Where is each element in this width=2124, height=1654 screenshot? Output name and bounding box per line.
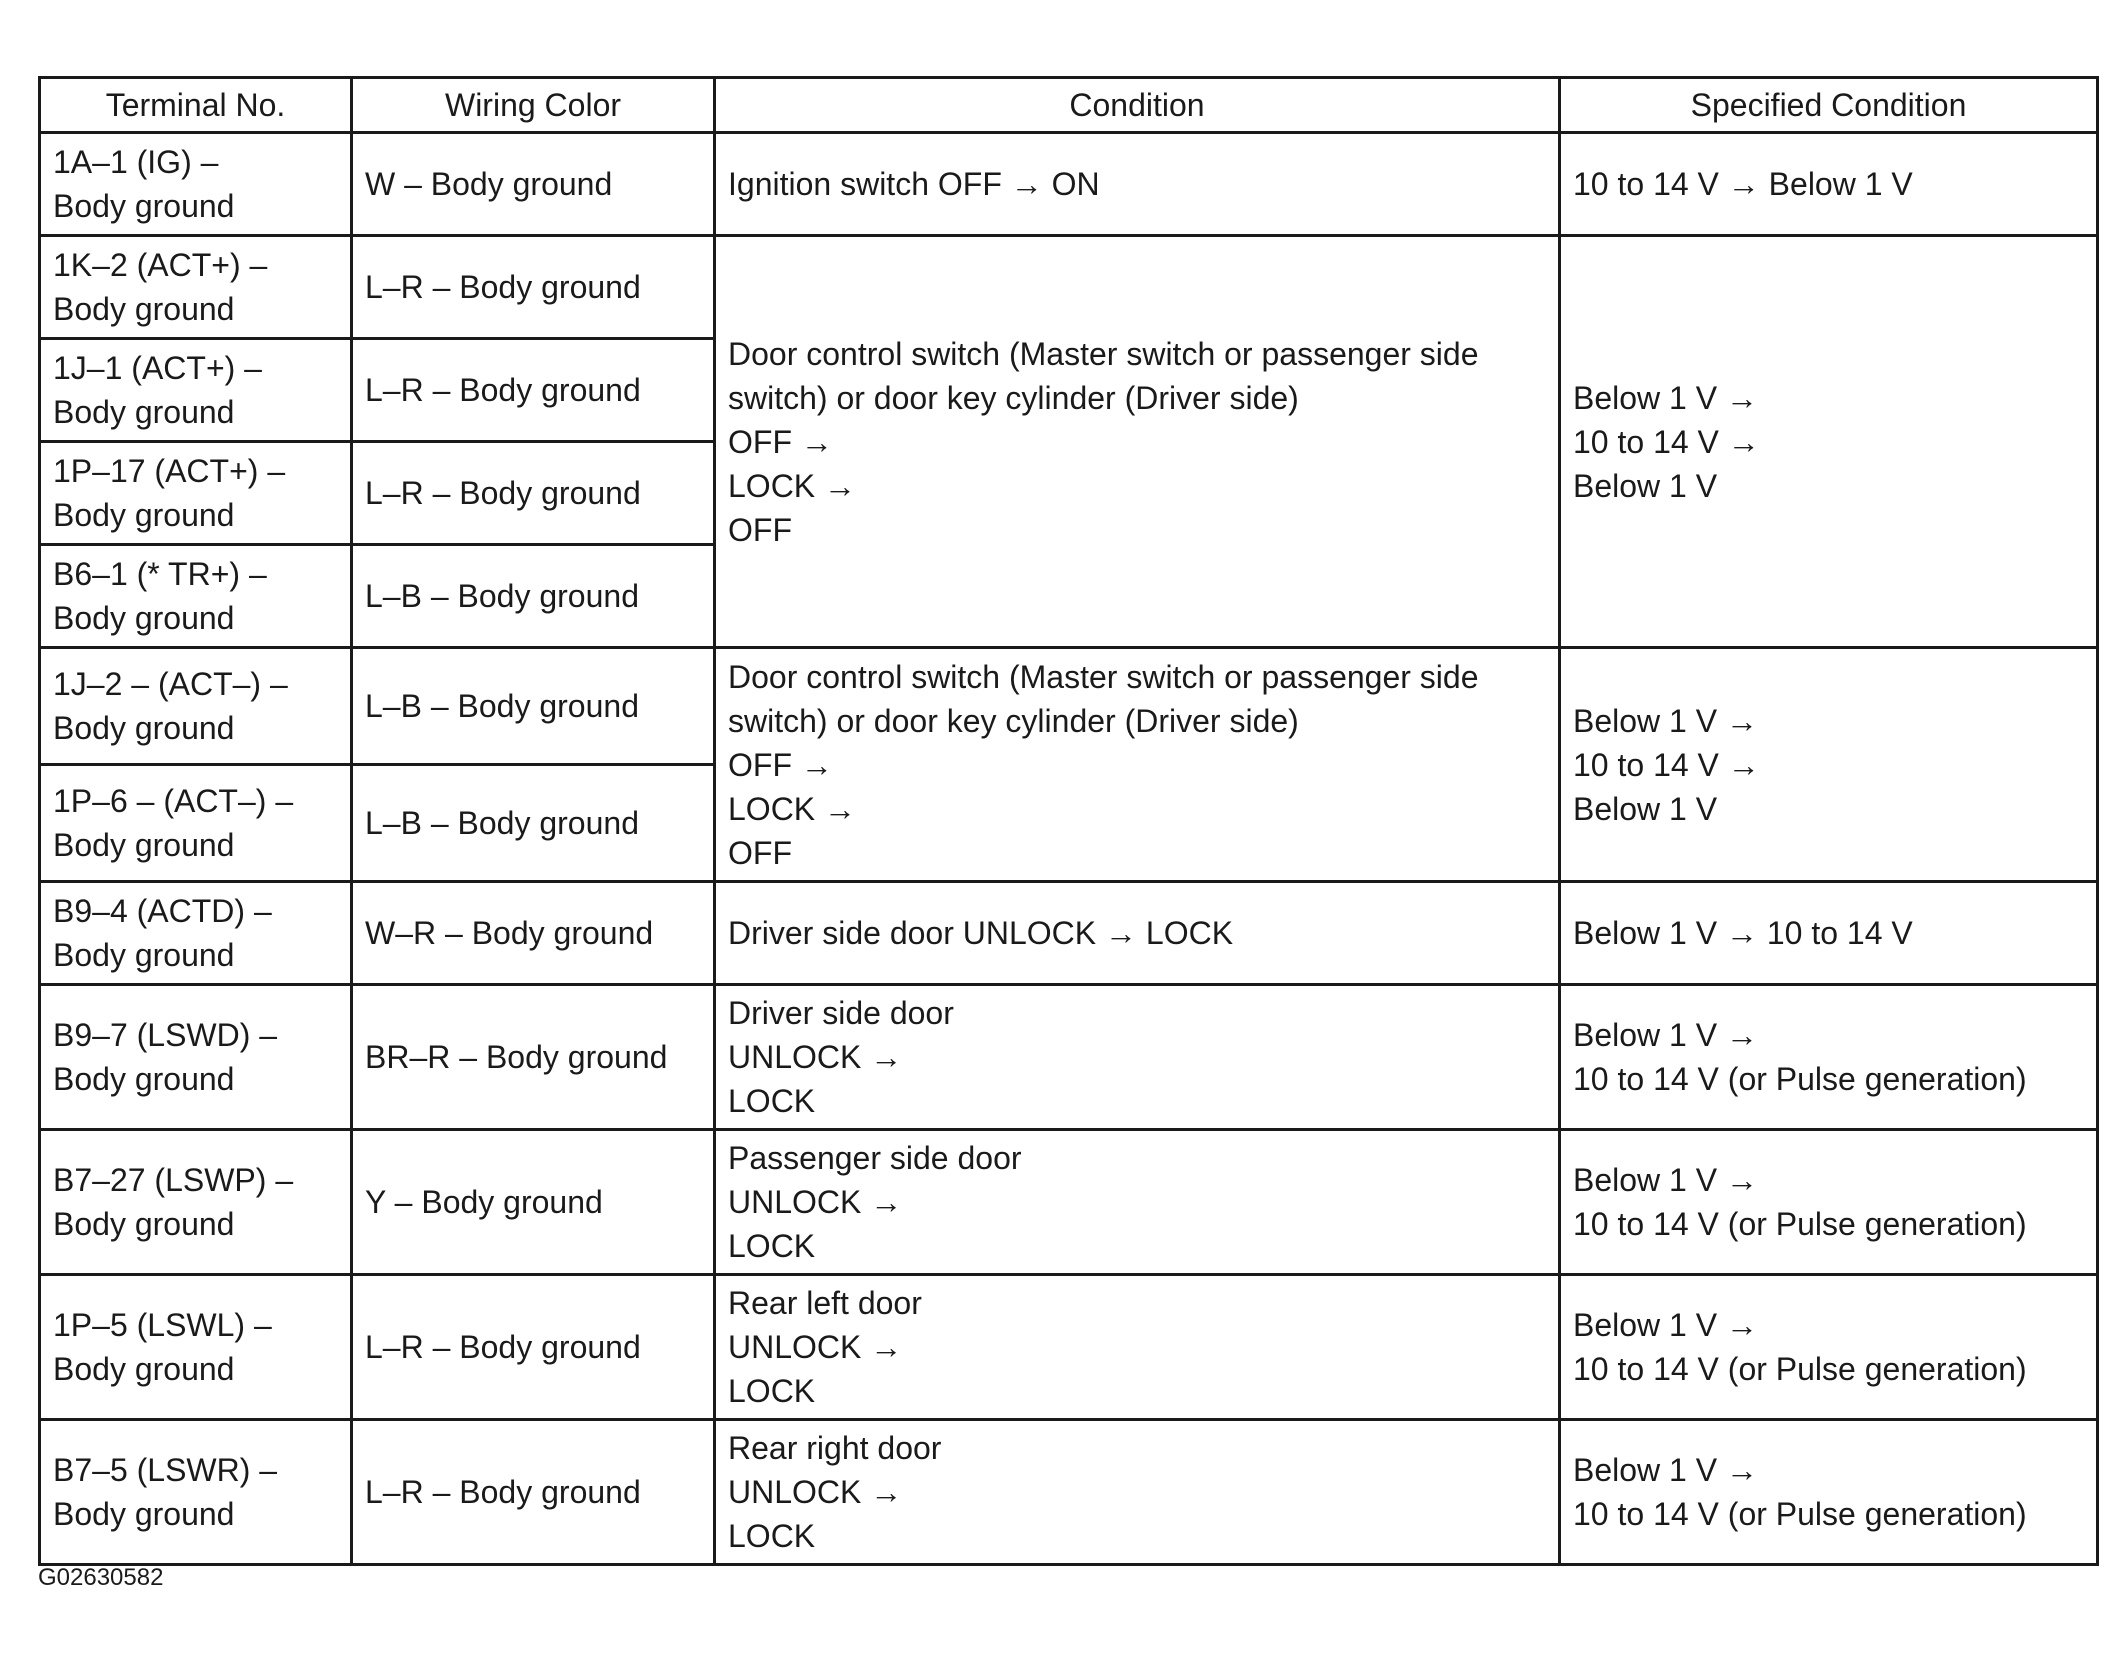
specified-cell (1560, 985, 2098, 1130)
condition-cell (715, 1275, 1560, 1420)
specified-line: Below 1 V → (1573, 1307, 1758, 1343)
terminal-line: Body ground (53, 1061, 235, 1097)
specified-line: Below 1 V → (1573, 379, 1758, 416)
terminal-line: Body ground (53, 497, 235, 533)
terminal-line: Body ground (53, 710, 235, 746)
specified-line: 10 to 14 V (or Pulse generation) (1573, 1061, 2027, 1097)
specified-cell (1560, 882, 2098, 985)
condition-line: OFF → (728, 423, 833, 460)
terminal-line: 1J–1 (ACT+) – (53, 350, 262, 386)
terminal-line: B6–1 (* TR+) – (53, 556, 267, 592)
condition-line: OFF (728, 511, 792, 548)
terminal-line: B7–5 (LSWR) – (53, 1452, 278, 1488)
wiring-cell: BR–R – Body ground (352, 985, 715, 1130)
specified-cell (1560, 1275, 2098, 1420)
condition-cell (715, 648, 1560, 882)
condition-cell (715, 133, 1560, 236)
condition-line: LOCK → (728, 790, 857, 827)
condition-cell (715, 985, 1560, 1130)
condition-line: Ignition switch OFF → ON (728, 166, 1100, 202)
specified-line: Below 1 V (1573, 467, 1718, 504)
wiring-cell: W – Body ground (352, 133, 715, 236)
table-row (40, 882, 2098, 985)
terminal-line: Body ground (53, 937, 235, 973)
specified-line: 10 to 14 V → Below 1 V (1573, 166, 1913, 202)
condition-line: Door control switch (Master switch or passenger side (728, 335, 1479, 372)
wiring-cell: L–R – Body ground (352, 236, 715, 339)
wiring-cell: Y – Body ground (352, 1130, 715, 1275)
wiring-cell: L–R – Body ground (352, 1420, 715, 1565)
terminal-line: Body ground (53, 1206, 235, 1242)
condition-line: Door control switch (Master switch or passenger side (728, 658, 1479, 695)
specified-line: Below 1 V → (1573, 1452, 1758, 1488)
terminal-cell (40, 882, 352, 985)
terminal-cell (40, 1275, 352, 1420)
condition-line: UNLOCK → (728, 1039, 903, 1075)
specified-line: 10 to 14 V → (1573, 423, 1760, 460)
condition-line: LOCK (728, 1518, 816, 1554)
table-row (40, 1420, 2098, 1565)
header-specified-condition: Specified Condition (1560, 78, 2098, 133)
wiring-cell: L–B – Body ground (352, 545, 715, 648)
wiring-cell: L–R – Body ground (352, 339, 715, 442)
specified-line: Below 1 V → (1573, 1017, 1758, 1053)
terminal-line: Body ground (53, 291, 235, 327)
specified-cell (1560, 648, 2098, 882)
condition-line: switch) or door key cylinder (Driver side) (728, 379, 1299, 416)
specified-line: 10 to 14 V (or Pulse generation) (1573, 1496, 2027, 1532)
table-row (40, 1130, 2098, 1275)
header-wiring-color: Wiring Color (352, 78, 715, 133)
specified-line: 10 to 14 V → (1573, 746, 1760, 783)
condition-line: LOCK (728, 1228, 816, 1264)
table-row (40, 236, 2098, 339)
terminal-line: Body ground (53, 827, 235, 863)
terminal-line: Body ground (53, 1496, 235, 1532)
condition-line: UNLOCK → (728, 1184, 903, 1220)
terminal-line: 1J–2 – (ACT–) – (53, 666, 288, 702)
wiring-cell: L–B – Body ground (352, 765, 715, 882)
condition-line: UNLOCK → (728, 1474, 903, 1510)
table-row (40, 985, 2098, 1130)
condition-line: Passenger side door (728, 1140, 1022, 1176)
terminal-line: Body ground (53, 188, 235, 224)
specified-line: 10 to 14 V (or Pulse generation) (1573, 1351, 2027, 1387)
terminal-cell (40, 442, 352, 545)
terminal-cell (40, 1130, 352, 1275)
condition-line: LOCK (728, 1083, 816, 1119)
terminal-spec-table (38, 76, 2099, 1566)
terminal-line: B9–7 (LSWD) – (53, 1017, 278, 1053)
condition-line: LOCK → (728, 467, 857, 504)
condition-cell (715, 1130, 1560, 1275)
condition-line: OFF → (728, 746, 833, 783)
condition-line: Rear right door (728, 1430, 942, 1466)
condition-line: UNLOCK → (728, 1329, 903, 1365)
specified-line: Below 1 V → (1573, 1162, 1758, 1198)
terminal-cell (40, 1420, 352, 1565)
specified-cell (1560, 133, 2098, 236)
figure-id: G02630582 (38, 1564, 164, 1591)
specified-cell (1560, 1130, 2098, 1275)
specified-line: Below 1 V → 10 to 14 V (1573, 915, 1913, 951)
wiring-cell: L–R – Body ground (352, 442, 715, 545)
terminal-spec-table-container (38, 76, 2096, 1566)
wiring-cell: L–R – Body ground (352, 1275, 715, 1420)
terminal-line: B9–4 (ACTD) – (53, 893, 272, 929)
table-row (40, 1275, 2098, 1420)
condition-line: Driver side door (728, 995, 954, 1031)
terminal-cell (40, 339, 352, 442)
header-condition: Condition (715, 78, 1560, 133)
condition-cell (715, 236, 1560, 648)
terminal-cell (40, 985, 352, 1130)
terminal-line: Body ground (53, 394, 235, 430)
condition-line: switch) or door key cylinder (Driver side) (728, 702, 1299, 739)
terminal-line: 1P–6 – (ACT–) – (53, 783, 294, 819)
table-row (40, 133, 2098, 236)
terminal-line: Body ground (53, 1351, 235, 1387)
table-row (40, 648, 2098, 765)
condition-cell (715, 882, 1560, 985)
header-row (40, 78, 2098, 133)
wiring-cell: L–B – Body ground (352, 648, 715, 765)
terminal-line: 1K–2 (ACT+) – (53, 247, 268, 283)
condition-line: Driver side door UNLOCK → LOCK (728, 915, 1234, 951)
specified-cell (1560, 236, 2098, 648)
header-terminal: Terminal No. (40, 78, 352, 133)
condition-cell (715, 1420, 1560, 1565)
specified-line: 10 to 14 V (or Pulse generation) (1573, 1206, 2027, 1242)
terminal-cell (40, 545, 352, 648)
terminal-line: 1P–17 (ACT+) – (53, 453, 286, 489)
condition-line: OFF (728, 834, 792, 871)
terminal-line: 1A–1 (IG) – (53, 144, 219, 180)
terminal-cell (40, 648, 352, 765)
specified-cell (1560, 1420, 2098, 1565)
terminal-line: Body ground (53, 600, 235, 636)
condition-line: Rear left door (728, 1285, 922, 1321)
specified-line: Below 1 V (1573, 790, 1718, 827)
terminal-cell (40, 765, 352, 882)
terminal-cell (40, 236, 352, 339)
specified-line: Below 1 V → (1573, 702, 1758, 739)
wiring-cell: W–R – Body ground (352, 882, 715, 985)
terminal-cell (40, 133, 352, 236)
terminal-line: B7–27 (LSWP) – (53, 1162, 294, 1198)
terminal-line: 1P–5 (LSWL) – (53, 1307, 272, 1343)
condition-line: LOCK (728, 1373, 816, 1409)
